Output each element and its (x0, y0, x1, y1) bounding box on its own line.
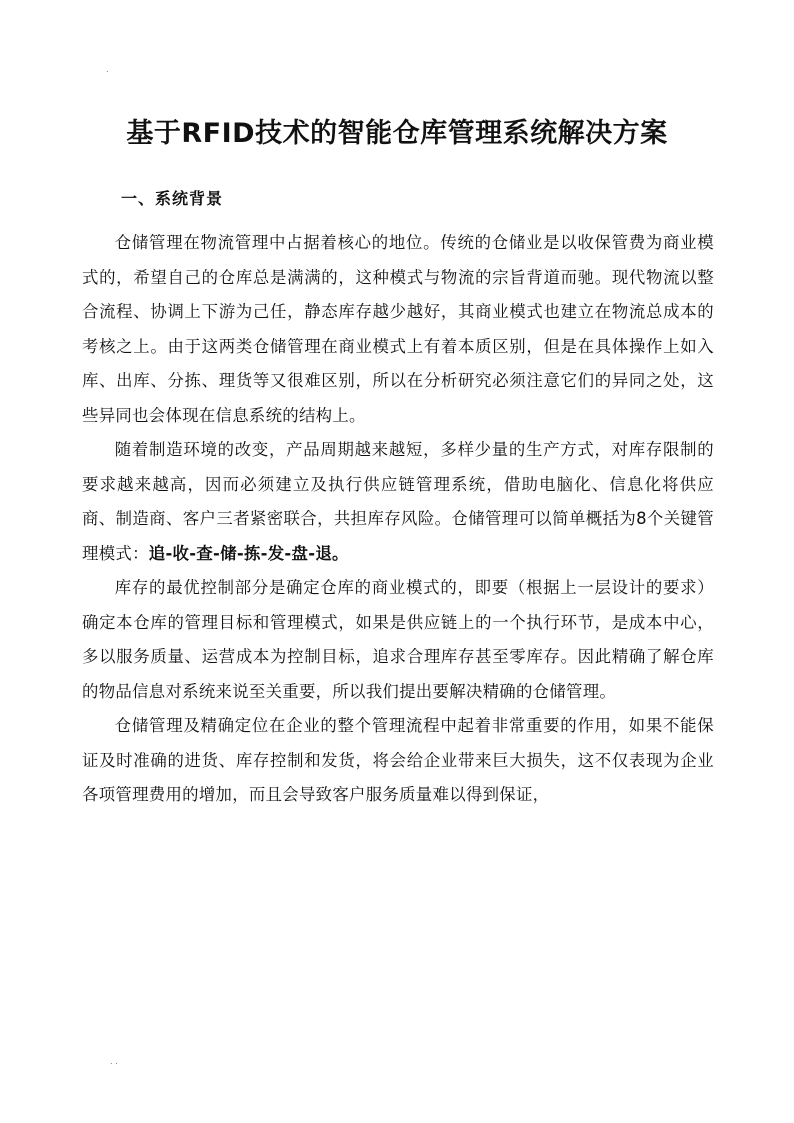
top-margin-mark: . (106, 65, 109, 74)
paragraph-3 (82, 571, 714, 709)
document-title: 基于RFID技术的智能仓库管理系统解决方案 (126, 118, 668, 149)
paragraph-1-text: 仓储管理在物流管理中占据着核心的地位。传统的仓储业是以收保管费为商业模式的，希望自己的仓库总是满满的，这种模式与物流的宗旨背道而驰。现代物流以整合流程、协调上下游为己任，静态库存越少越好，其商业模式也建立在物流总成本的考核之上。由于这两类仓储管理在商业模式上有着本质区别，但是在具体操作上如入库、出库、分拣、理货等又很难区别，所以在分析研究必须注意它们的异同之处，这些异同也会体现在信息系统的结构上。 (82, 233, 714, 425)
paragraph-2-emphasis: 追-收-查-储-拣-发-盘-退。 (148, 543, 349, 563)
section-heading: 一、系统背景 (121, 189, 224, 208)
bottom-margin-mark: . . (110, 1057, 118, 1066)
paragraph-3-text: 库存的最优控制部分是确定仓库的商业模式的，即要（根据上一层设计的要求）确定本仓库的管理目标和管理模式，如果是供应链上的一个执行环节，是成本中心，多以服务质量、运营成本为控制目标，追求合理库存甚至零库存。因此精确了解仓库的物品信息对系统来说至关重要，所以我们提出要解决精确的仓储管理。 (82, 578, 714, 701)
paragraph-4-text: 仓储管理及精确定位在企业的整个管理流程中起着非常重要的作用，如果不能保证及时准确的进货、库存控制和发货，将会给企业带来巨大损失，这不仅表现为企业各项管理费用的增加，而且会导致客户服务质量难以得到保证， (82, 716, 714, 804)
body-text (82, 226, 714, 813)
paragraph-4 (82, 709, 714, 813)
paragraph-2-text: 随着制造环境的改变，产品周期越来越短，多样少量的生产方式，对库存限制的要求越来越高，因而必须建立及执行供应链管理系统，借助电脑化、信息化将供应商、制造商、客户三者紧密联合，共担库存风险。仓储管理可以简单概括为8个关键管理模式： (82, 440, 714, 563)
paragraph-2 (82, 433, 714, 571)
paragraph-1 (82, 226, 714, 433)
